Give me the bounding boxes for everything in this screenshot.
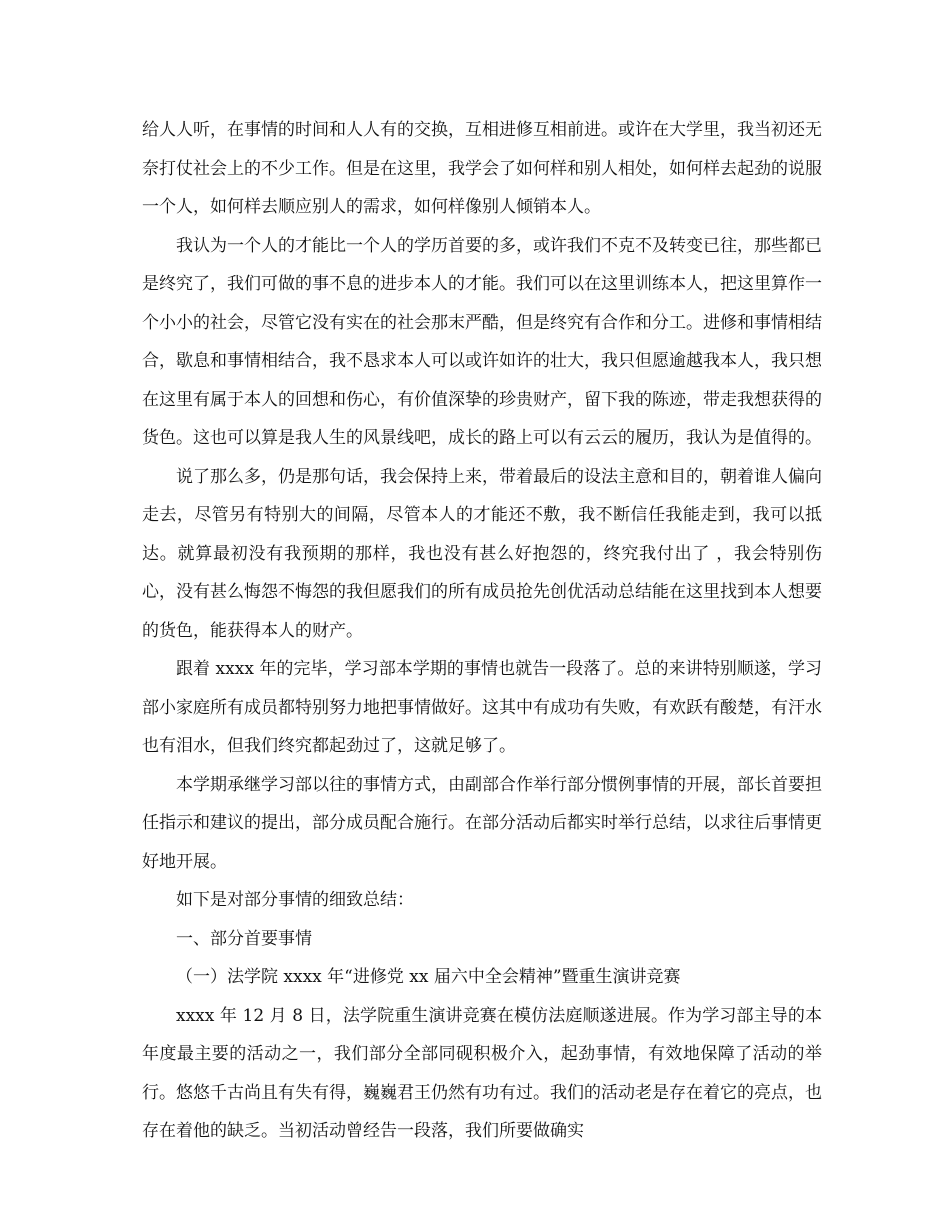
subsection-heading: （一）法学院 xxxx 年“进修党 xx 届六中全会精神”暨重生演讲竞赛	[176, 967, 681, 987]
paragraph-2: 我认为一个人的才能比一个人的学历首要的多，或许我们不克不及转变已往，那些都已是终究了，我们可做的事不息的进步本人的才能。我们可以在这里训练本人，把这里算作一个小小的社会，尽管它没有实在的社会那末严酷，但是终究有合作和分工。进修和事情相结合，歇息和事情相结合，我不恳求本人可以或许如许的壮大，我只但愿逾越我本人，我只想在这里有属于本人的回想和伤心，有价值深挚的珍贵财产，留下我的陈迹，带走我想获得的货色。这也可以算是我人生的风景线吧，成长的路上可以有云云的履历，我认为是值得的。	[142, 235, 822, 448]
paragraph-5: 本学期承继学习部以往的事情方式，由副部合作举行部分惯例事情的开展，部长首要担任指示和建议的提出，部分成员配合施行。在部分活动后都实时举行总结，以求往后事情更好地开展。	[142, 774, 822, 872]
paragraph-6: 如下是对部分事情的细致总结：	[176, 890, 414, 910]
document-body	[142, 111, 822, 1151]
section-heading: 一、部分首要事情	[176, 928, 312, 949]
paragraph-1: 给人人听，在事情的时间和人人有的交换，互相进修互相前进。或许在大学里，我当初还无奈打仗社会上的不少工作。但是在这里，我学会了如何样和别人相处，如何样去起劲的说服一个人，如何样去顺应别人的需求，如何样像别人倾销本人。	[142, 120, 822, 217]
paragraph-7: xxxx 年 12 月 8 日，法学院重生演讲竞赛在模仿法庭顺遂进展。作为学习部主导的本年度最主要的活动之一，我们部分全部同砚积极介入，起劲事情，有效地保障了活动的举行。悠悠千古尚且有失有得，巍巍君王仍然有功有过。我们的活动老是存在着它的亮点，也存在着他的缺乏。当初活动曾经告一段落，我们所要做确实	[142, 1005, 822, 1141]
paragraph-3: 说了那么多，仍是那句话，我会保持上来，带着最后的设法主意和目的，朝着谁人偏向走去，尽管另有特别大的间隔，尽管本人的才能还不敷，我不断信任我能走到，我可以抵达。就算最初没有我预期的那样，我也没有甚么好抱怨的，终究我付出了 ，我会特别伤心，没有甚么悔怨不悔怨的我但愿我们的所有成员抢先创优活动总结能在这里找到本人想要的货色，能获得本人的财产。	[142, 466, 822, 641]
paragraph-4: 跟着 xxxx 年的完毕，学习部本学期的事情也就告一段落了。总的来讲特别顺遂，学习部小家庭所有成员都特别努力地把事情做好。这其中有成功有失败，有欢跃有酸楚，有汗水也有泪水，但我们终究都起劲过了，这就足够了。	[142, 659, 822, 756]
